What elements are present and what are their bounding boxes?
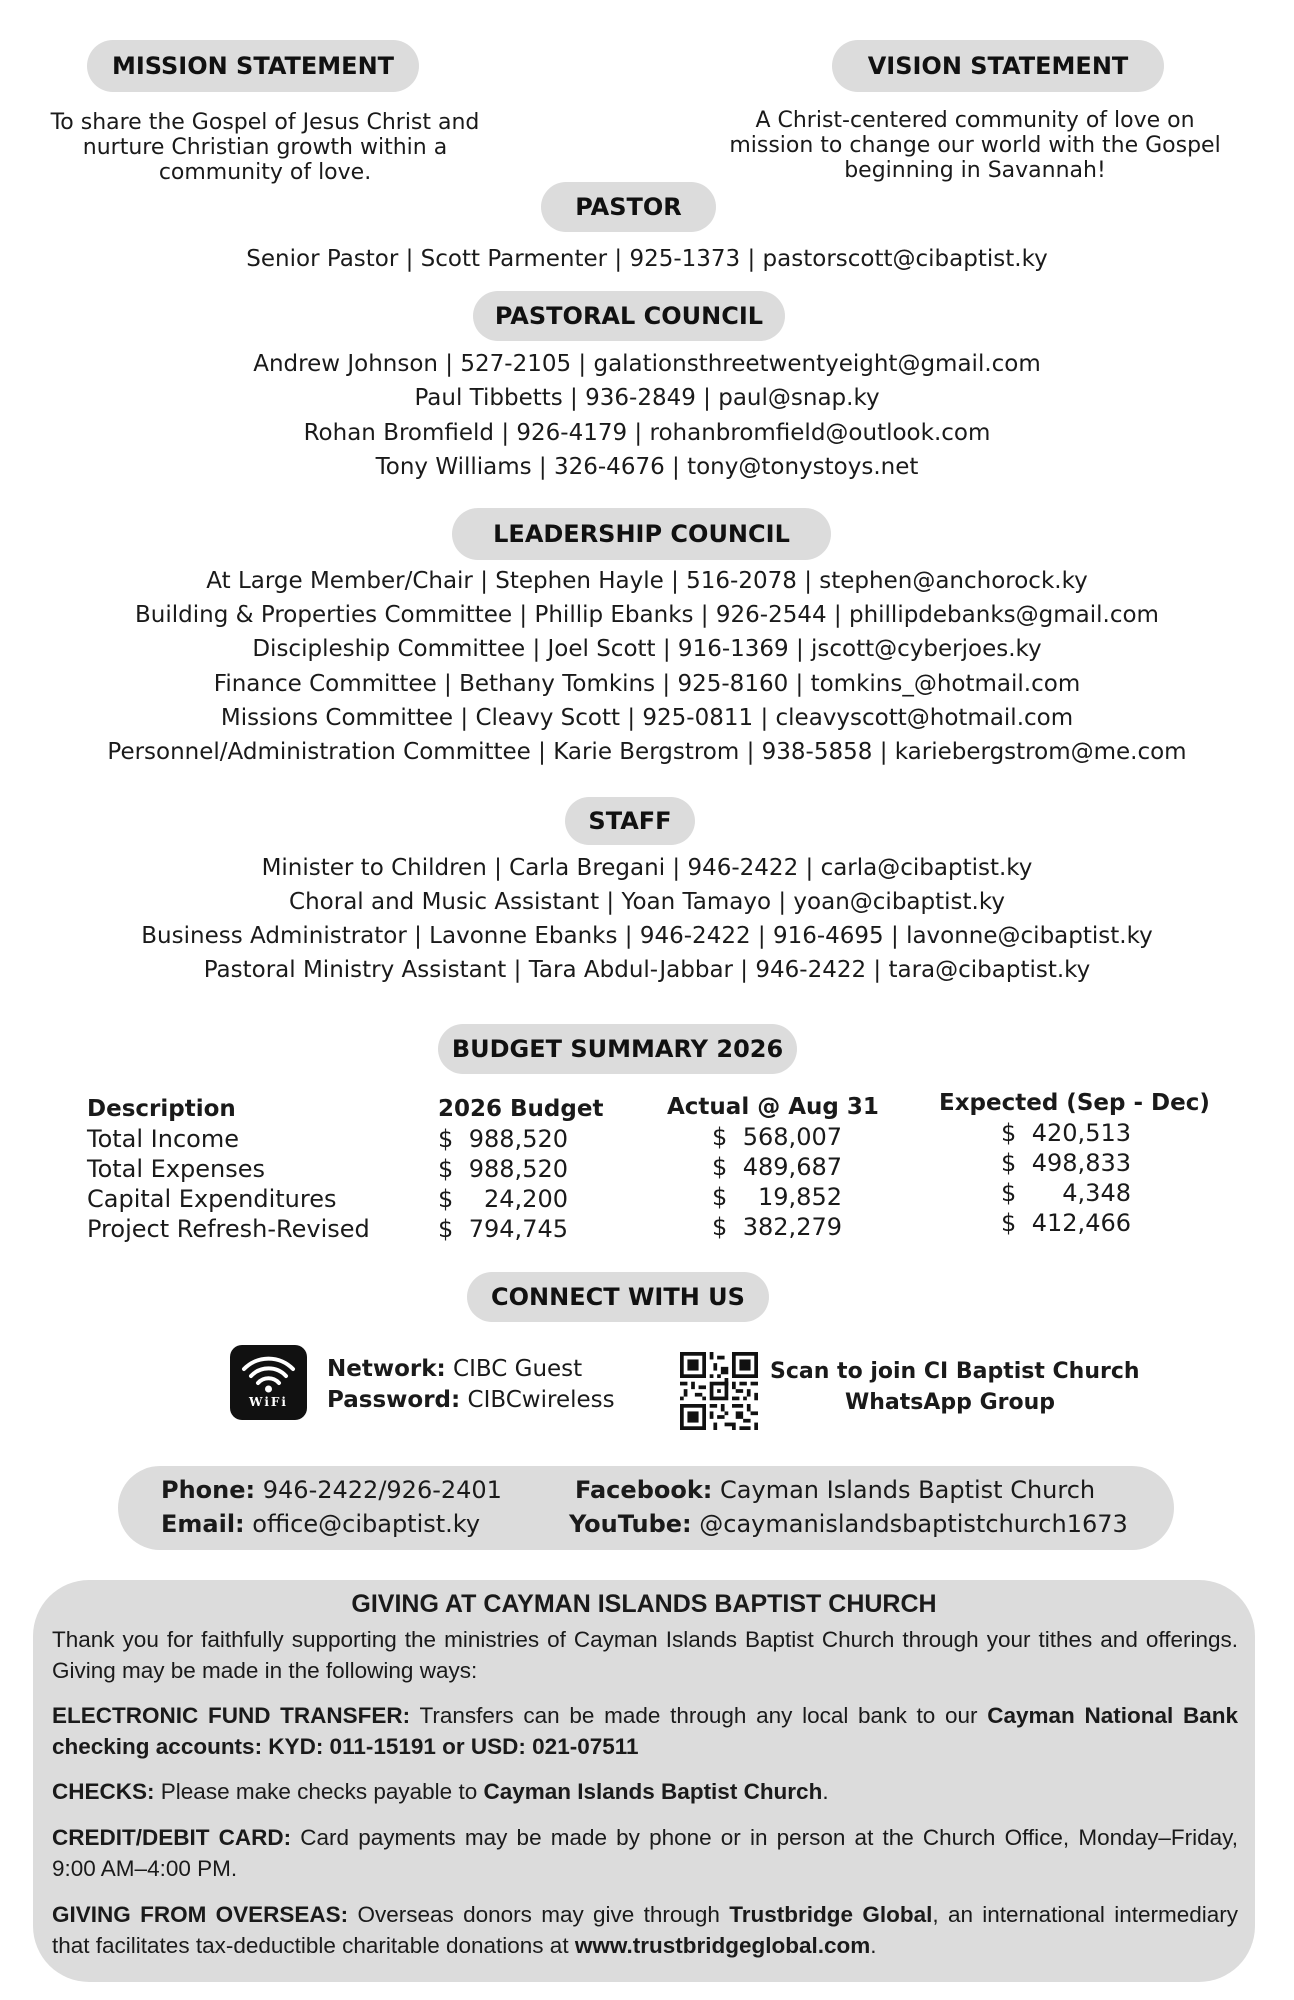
budget-header-expected: Expected (Sep - Dec) bbox=[939, 1090, 1210, 1116]
wifi-network: Network: CIBC Guest bbox=[327, 1356, 583, 1382]
wifi-icon: WiFi bbox=[230, 1345, 307, 1420]
budget-value: $ 24,200 bbox=[438, 1185, 568, 1213]
pastoral-council-heading: PASTORAL COUNCIL bbox=[473, 291, 785, 341]
budget-description-column bbox=[87, 1094, 370, 1244]
expected-column bbox=[939, 1088, 1210, 1238]
pastor-heading: PASTOR bbox=[541, 182, 716, 232]
leadership-member: Discipleship Committee | Joel Scott | 916-1369 | jscott@cyberjoes.ky bbox=[252, 636, 1042, 662]
budget-row-label: Project Refresh-Revised bbox=[87, 1215, 370, 1243]
expected-value: $ 498,833 bbox=[1001, 1149, 1131, 1177]
budget-value: $ 988,520 bbox=[438, 1125, 568, 1153]
giving-section bbox=[33, 1580, 1255, 1982]
actual-value: $ 568,007 bbox=[712, 1123, 842, 1151]
pastoral-member: Rohan Bromfield | 926-4179 | rohanbromfield@outlook.com bbox=[303, 420, 991, 446]
leadership-member: At Large Member/Chair | Stephen Hayle | 516-2078 | stephen@anchorock.ky bbox=[206, 568, 1088, 594]
budget-row-label: Total Income bbox=[87, 1125, 239, 1153]
staff-heading: STAFF bbox=[565, 797, 695, 845]
pastoral-member: Andrew Johnson | 527-2105 | galationsthreetwentyeight@gmail.com bbox=[253, 351, 1041, 377]
contact-phone: Phone: 946-2422/926-2401 bbox=[161, 1476, 502, 1504]
budget-row-label: Capital Expenditures bbox=[87, 1185, 337, 1213]
mission-text: To share the Gospel of Jesus Christ and nurture Christian growth within a community of love. bbox=[50, 110, 480, 185]
whatsapp-text: Scan to join CI Baptist Church WhatsApp Group bbox=[770, 1359, 1140, 1415]
budget-row-label: Total Expenses bbox=[87, 1155, 266, 1183]
contact-youtube[interactable]: YouTube: @caymanislandsbaptistchurch1673 bbox=[569, 1510, 1128, 1538]
giving-intro: Thank you for faithfully supporting the ministries of Cayman Islands Baptist Church through your tithes and offerings. Giving may be made in the following ways: bbox=[52, 1627, 1238, 1683]
budget-header-description: Description bbox=[87, 1096, 236, 1122]
contact-email[interactable]: Email: office@cibaptist.ky bbox=[161, 1510, 481, 1538]
leadership-member: Finance Committee | Bethany Tomkins | 925-8160 | tomkins_@hotmail.com bbox=[213, 671, 1081, 697]
budget-header-budget: 2026 Budget bbox=[438, 1096, 604, 1122]
leadership-member: Building & Properties Committee | Phillip Ebanks | 926-2544 | phillipdebanks@gmail.com bbox=[135, 602, 1159, 628]
actual-value: $ 19,852 bbox=[712, 1183, 842, 1211]
budget-value: $ 988,520 bbox=[438, 1155, 568, 1183]
staff-member: Choral and Music Assistant | Yoan Tamayo | yoan@cibaptist.ky bbox=[289, 889, 1005, 915]
giving-card: CREDIT/DEBIT CARD: Card payments may be made by phone or in person at the Church Office, Monday–Friday, 9:00 AM–4:00 PM. bbox=[52, 1825, 1238, 1881]
budget-2026-column bbox=[438, 1094, 603, 1244]
leadership-member: Missions Committee | Cleavy Scott | 925-0811 | cleavyscott@hotmail.com bbox=[220, 705, 1074, 731]
giving-eft: ELECTRONIC FUND TRANSFER: Transfers can be made through any local bank to our Cayman National Bank checking accounts: KYD: 011-15191 or USD: 021-07511 bbox=[52, 1703, 1238, 1759]
staff-member: Pastoral Ministry Assistant | Tara Abdul-Jabbar | 946-2422 | tara@cibaptist.ky bbox=[203, 957, 1091, 983]
vision-heading: VISION STATEMENT bbox=[832, 40, 1164, 92]
pastoral-member: Tony Williams | 326-4676 | tony@tonystoys.net bbox=[375, 454, 919, 480]
expected-value: $ 4,348 bbox=[1001, 1179, 1131, 1207]
leadership-council-heading: LEADERSHIP COUNCIL bbox=[452, 508, 831, 560]
giving-overseas: GIVING FROM OVERSEAS: Overseas donors may give through Trustbridge Global, an international intermediary that facilitates tax-deductible charitable donations at www.trustbridgeglobal.com. bbox=[52, 1902, 1238, 1958]
vision-text: A Christ-centered community of love on mission to change our world with the Gospel beginning in Savannah! bbox=[729, 108, 1221, 183]
giving-title: GIVING AT CAYMAN ISLANDS BAPTIST CHURCH bbox=[351, 1590, 937, 1618]
expected-value: $ 420,513 bbox=[1001, 1119, 1131, 1147]
staff-member: Minister to Children | Carla Bregani | 946-2422 | carla@cibaptist.ky bbox=[261, 855, 1033, 881]
actual-value: $ 382,279 bbox=[712, 1213, 842, 1241]
budget-heading: BUDGET SUMMARY 2026 bbox=[438, 1024, 797, 1074]
actual-column bbox=[667, 1092, 879, 1242]
giving-checks: CHECKS: Please make checks payable to Cayman Islands Baptist Church. bbox=[52, 1779, 829, 1804]
budget-header-actual: Actual @ Aug 31 bbox=[667, 1094, 879, 1120]
trustbridge-link[interactable]: www.trustbridgeglobal.com bbox=[574, 1933, 871, 1958]
staff-member: Business Administrator | Lavonne Ebanks | 946-2422 | 916-4695 | lavonne@cibaptist.ky bbox=[141, 923, 1153, 949]
actual-value: $ 489,687 bbox=[712, 1153, 842, 1181]
mission-heading: MISSION STATEMENT bbox=[87, 40, 419, 92]
budget-value: $ 794,745 bbox=[438, 1215, 568, 1243]
pastor-line: Senior Pastor | Scott Parmenter | 925-1373 | pastorscott@cibaptist.ky bbox=[246, 246, 1048, 272]
leadership-member: Personnel/Administration Committee | Karie Bergstrom | 938-5858 | kariebergstrom@me.com bbox=[107, 739, 1187, 765]
connect-heading: CONNECT WITH US bbox=[467, 1272, 769, 1322]
whatsapp-qr-code[interactable] bbox=[680, 1352, 758, 1430]
pastoral-member: Paul Tibbetts | 936-2849 | paul@snap.ky bbox=[414, 385, 880, 411]
wifi-password: Password: CIBCwireless bbox=[327, 1387, 615, 1413]
contact-facebook[interactable]: Facebook: Cayman Islands Baptist Church bbox=[575, 1476, 1096, 1504]
expected-value: $ 412,466 bbox=[1001, 1209, 1131, 1237]
